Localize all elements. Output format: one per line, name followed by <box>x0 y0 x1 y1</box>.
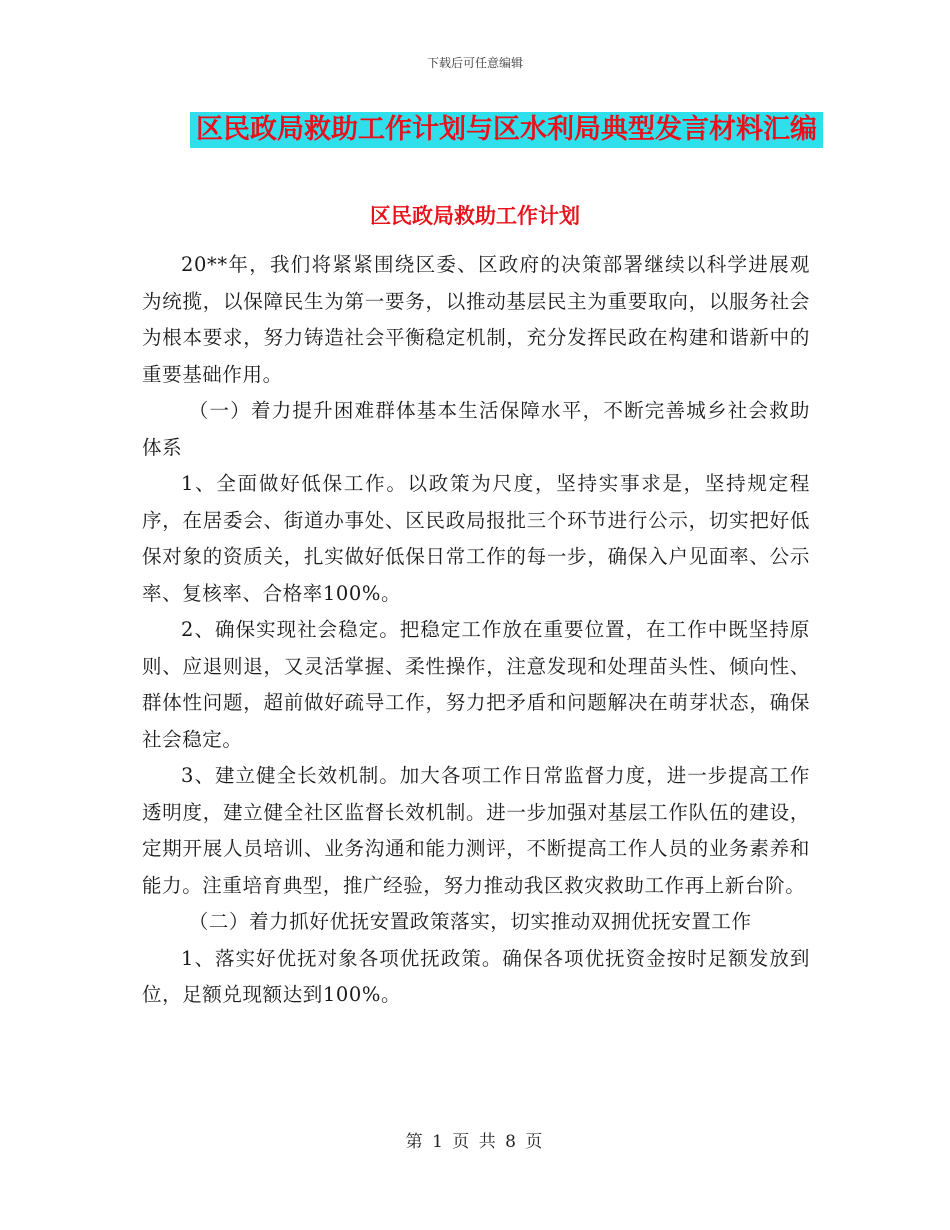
section-heading: （二）着力抓好优抚安置政策落实，切实推动双拥优抚安置工作 <box>188 910 752 933</box>
section-title: 区民政局救助工作计划 <box>370 204 580 228</box>
section-heading: （一）着力提升困难群体基本生活保障水平，不断完善城乡社会救助体系 <box>142 399 810 459</box>
page-header-note: 下载后可任意编辑 <box>426 56 523 70</box>
page-number-footer: 第 1 页 共 8 页 <box>405 1132 545 1152</box>
body-paragraph: 3、建立健全长效机制。加大各项工作日常监督力度，进一步提高工作透明度，建立健全社区监督长效机制。进一步加强对基层工作队伍的建设，定期开展人员培训、业务沟通和能力测评，不断提高工作人员的业务素养和能力。注重培育典型，推广经验，努力推动我区救灾救助工作再上新台阶。 <box>142 764 810 897</box>
body-paragraph: 1、落实好优抚对象各项优抚政策。确保各项优抚资金按时足额发放到位，足额兑现额达到100%。 <box>142 946 810 1006</box>
body-paragraph: 2、确保实现社会稳定。把稳定工作放在重要位置，在工作中既坚持原则、应退则退，又灵活掌握、柔性操作，注意发现和处理苗头性、倾向性、群体性问题，超前做好疏导工作，努力把矛盾和问题解决在萌芽状态，确保社会稳定。 <box>142 618 810 751</box>
document-body <box>142 247 810 1014</box>
body-paragraph: 20**年，我们将紧紧围绕区委、区政府的决策部署继续以科学进展观为统揽，以保障民生为第一要务，以推动基层民主为重要取向，以服务社会为根本要求，努力铸造社会平衡稳定机制，充分发挥民政在构建和谐新中的重要基础作用。 <box>142 253 810 386</box>
document-main-title: 区民政局救助工作计划与区水利局典型发言材料汇编 <box>190 112 823 148</box>
body-paragraph: 1、全面做好低保工作。以政策为尺度，坚持实事求是，坚持规定程序，在居委会、街道办事处、区民政局报批三个环节进行公示，切实把好低保对象的资质关，扎实做好低保日常工作的每一步，确保入户见面率、公示率、复核率、合格率100%。 <box>142 472 810 605</box>
